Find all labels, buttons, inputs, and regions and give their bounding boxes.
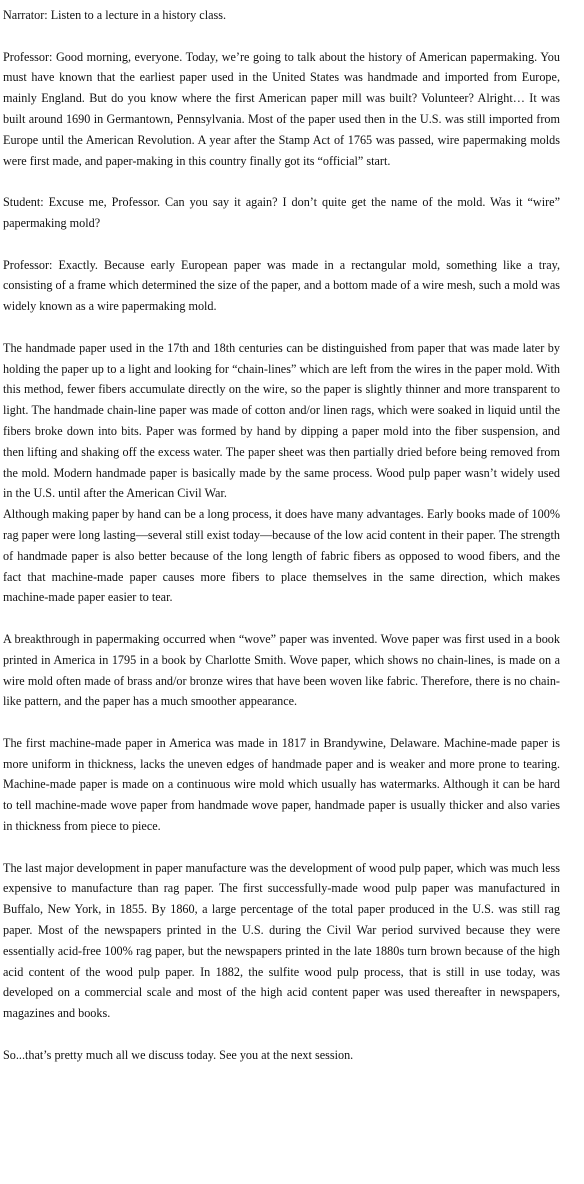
wood-pulp-paper-paragraph: The last major development in paper manufacture was the development of wood pulp paper, which was much less expensive to manufacture than rag paper. The first successfully-made wood pulp paper was manufactured in Buffalo, New York, in 1855. By 1860, a large percentage of the total paper produced in the U.S. was still rag paper. Most of the newspapers printed in the U.S. during the Civil War period survived because they were essentially acid-free 100% rag paper, but the newspapers printed in the late 1880s turn brown because of the high acid content of the wood pulp paper. In 1882, the sulfite wood pulp process, that is still in use today, was developed on a commercial scale and most of the high acid content paper was used thereafter in newspapers, magazines and books. [3,860,560,1021]
machine-made-paper-paragraph: The first machine-made paper in America was made in 1817 in Brandywine, Delaware. Machine-made paper is more uniform in thickness, lacks the uneven edges of handmade paper and is weaker and more prone to tearing. Machine-made paper is made on a continuous wire mold which usually has watermarks. Although it can be hard to tell machine-made wove paper from handmade wove paper, handmade paper is usually thicker and also varies in thickness from piece to piece. [3,735,560,834]
closing-paragraph: So...that’s pretty much all we discuss today. See you at the next session. [3,1047,354,1062]
student-question-paragraph: Student: Excuse me, Professor. Can you say it again? I don’t quite get the name of the mold. Was it “wire” papermaking mold? [3,195,560,230]
handmade-paper-paragraph: The handmade paper used in the 17th and 18th centuries can be distinguished from paper that was made later by holding the paper up to a light and looking for “chain-lines” which are left from the wires in the paper mold. With this method, fewer fibers accumulate directly on the wire, so the paper is slightly thinner and more transparent to light. The handmade chain-line paper was made of cotton and/or linen rags, which were soaked in liquid until the fibers broke down into bits. Paper was formed by hand by dipping a paper mold into the fiber suspension, and then lifting and shaking off the excess water. The paper sheet was then partially dried before being removed from the mold. Modern handmade paper is basically made by the same process. Wood pulp paper wasn’t widely used in the U.S. until after the American Civil War. [3,340,560,501]
handmade-advantages-paragraph: Although making paper by hand can be a long process, it does have many advantages. Early books made of 100% rag paper were long lasting—several still exist today—because of the low acid content in their paper. The strength of handmade paper is also better because of the long length of fabric fibers as opposed to wood fibers, and the fact that machine-made paper causes more fibers to place themselves in the same direction, which makes machine-made paper easier to tear. [3,507,560,605]
professor-answer-paragraph: Professor: Exactly. Because early European paper was made in a rectangular mold, something like a tray, consisting of a frame which determined the size of the paper, and a bottom made of a wire mesh, such a mold was widely known as a wire papermaking mold. [3,257,560,314]
narrator-intro: Narrator: Listen to a lecture in a history class. [3,8,227,22]
wove-paper-paragraph: A breakthrough in papermaking occurred when “wove” paper was invented. Wove paper was first used in a book printed in America in 1795 in a book by Charlotte Smith. Wove paper, which shows no chain-lines, is made on a wire mold often made of brass and/or bronze wires that have been woven like fabric. Therefore, there is no chain-like pattern, and the paper has a much smoother appearance. [3,631,560,709]
professor-opening-paragraph: Professor: Good morning, everyone. Today, we’re going to talk about the history of American papermaking. You must have known that the earliest paper used in the United States was handmade and imported from Europe, mainly England. But do you know where the first American paper mill was built? Volunteer? Alright… It was built around 1690 in Germantown, Pennsylvania. Most of the paper used then in the U.S. was still imported from Europe until the American Revolution. A year after the Stamp Act of 1765 was passed, wire papermaking molds were first made, and paper-making in this country finally got its “official” start. [3,49,560,168]
